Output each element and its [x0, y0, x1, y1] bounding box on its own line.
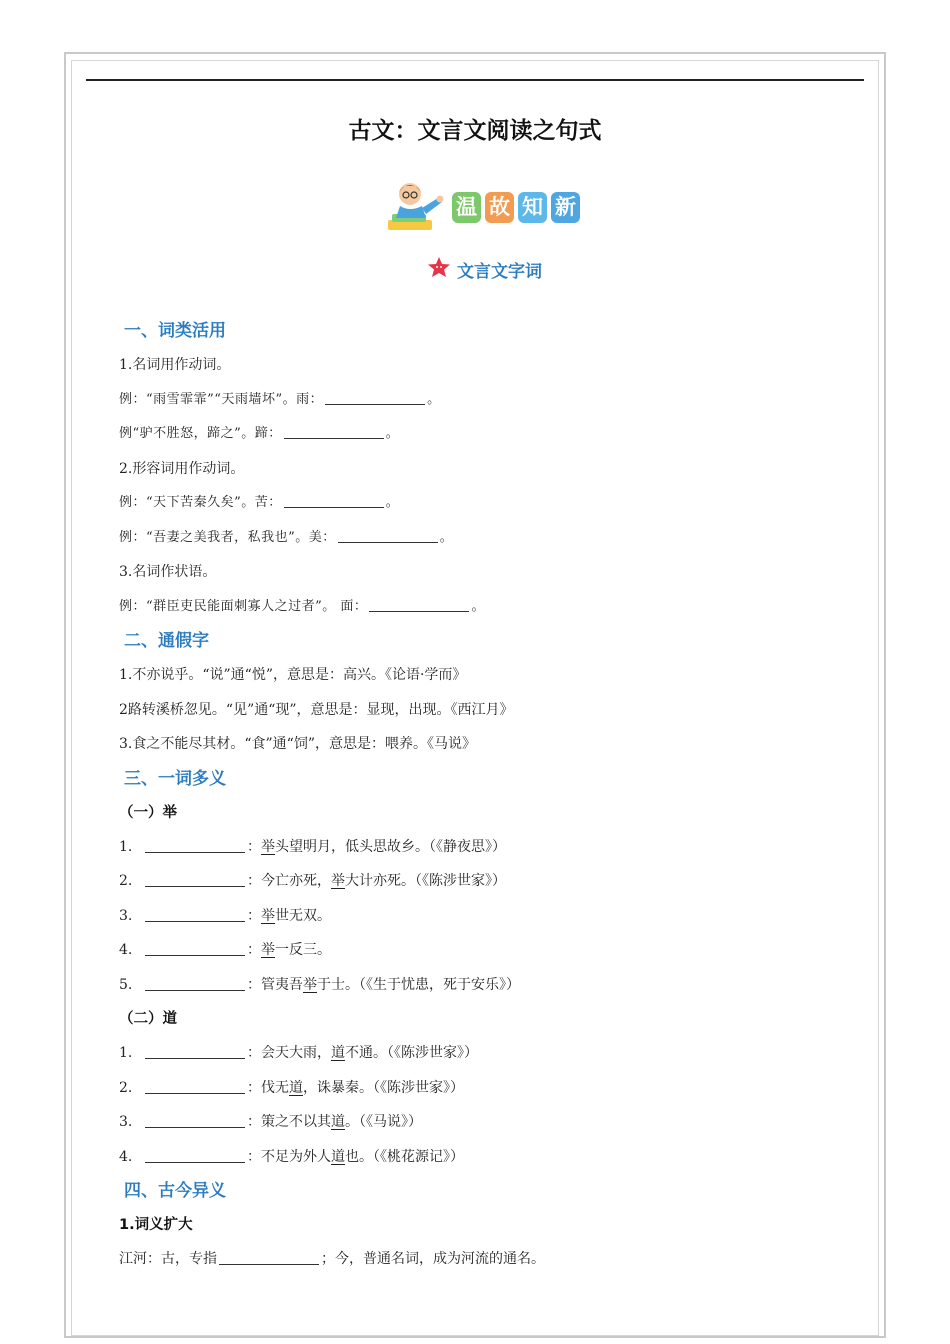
example-line: 例：“群臣吏民能面刺寡人之过者”。 面： 。 [119, 598, 485, 614]
student-illustration-icon [384, 178, 446, 236]
worksheet-content [119, 314, 859, 1277]
answer-blank[interactable] [369, 597, 469, 612]
text-line: 3.名词作状语。 [119, 564, 217, 580]
text-line: 2.形容词用作动词。 [119, 460, 245, 477]
answer-blank[interactable] [219, 1250, 319, 1265]
text-line: 江河：古，专指 ；今，普通名词，成为河流的通名。 [119, 1251, 545, 1267]
page-title: 古文：文言文阅读之句式 [348, 118, 602, 144]
section-heading: 一、词类活用 [124, 321, 226, 341]
list-item: 1. ：举头望明月，低头思故乡。（《静夜思》） [119, 838, 506, 855]
answer-blank[interactable] [145, 976, 245, 991]
answer-blank[interactable] [145, 1148, 245, 1163]
answer-blank[interactable] [145, 1113, 245, 1128]
badge-wen: 温 [452, 192, 481, 223]
text-line: 1.不亦说乎。“说”通“悦”，意思是：高兴。《论语·学而》 [119, 667, 467, 683]
answer-blank[interactable] [145, 941, 245, 956]
example-line: 例：“天下苦秦久矣”。苦： 。 [119, 495, 400, 510]
answer-blank[interactable] [145, 1044, 245, 1059]
subsection-heading: （二）道 [119, 1011, 177, 1027]
text-line: 2路转溪桥忽见。“见”通“现”，意思是：显现，出现。《西江月》 [119, 701, 514, 718]
answer-blank[interactable] [284, 424, 384, 439]
list-item: 3. ：举世无双。 [119, 907, 331, 924]
list-item: 3. ：策之不以其道。（《马说》） [119, 1114, 422, 1130]
subsection-heading: （一）举 [119, 804, 177, 821]
sub-banner-title: 文言文字词 [457, 261, 542, 282]
answer-blank[interactable] [145, 1079, 245, 1094]
example-line: 例：“吾妻之美我者，私我也”。美： 。 [119, 529, 454, 545]
star-icon [427, 256, 451, 282]
header-rule [86, 79, 864, 81]
list-item: 5. ：管夷吾举于士。（《生于忧患，死于安乐》） [119, 976, 520, 993]
answer-blank[interactable] [145, 838, 245, 853]
section-heading: 四、古今异义 [124, 1181, 226, 1201]
subsection-heading: 1.词义扩大 [119, 1217, 193, 1233]
answer-blank[interactable] [145, 907, 245, 922]
badge-gu: 故 [485, 192, 514, 223]
answer-blank[interactable] [325, 390, 425, 405]
review-banner [384, 178, 584, 236]
list-item: 4. ：不足为外人道也。（《桃花源记》） [119, 1148, 464, 1165]
section-heading: 二、通假字 [124, 631, 209, 651]
sub-banner [427, 254, 542, 284]
answer-blank[interactable] [284, 493, 384, 508]
list-item: 1. ：会天大雨，道不通。（《陈涉世家》） [119, 1045, 478, 1061]
list-item: 2. ：今亡亦死，举大计亦死。（《陈涉世家》） [119, 873, 506, 889]
example-line: 例：“雨雪霏霏”“天雨墙坏”。雨： 。 [119, 391, 441, 407]
list-item: 4. ：举一反三。 [119, 942, 331, 958]
list-item: 2. ：伐无道，诛暴秦。（《陈涉世家》） [119, 1079, 464, 1096]
text-line: 1.名词用作动词。 [119, 357, 231, 373]
badge-xin: 新 [551, 192, 580, 223]
section-heading: 三、一词多义 [124, 768, 226, 789]
answer-blank[interactable] [145, 872, 245, 887]
text-line: 3.食之不能尽其材。“食”通“饲”，意思是：喂养。《马说》 [119, 736, 476, 752]
answer-blank[interactable] [338, 528, 438, 543]
example-line: 例“驴不胜怒，蹄之”。蹄： 。 [119, 426, 400, 441]
badge-zhi: 知 [518, 192, 547, 223]
